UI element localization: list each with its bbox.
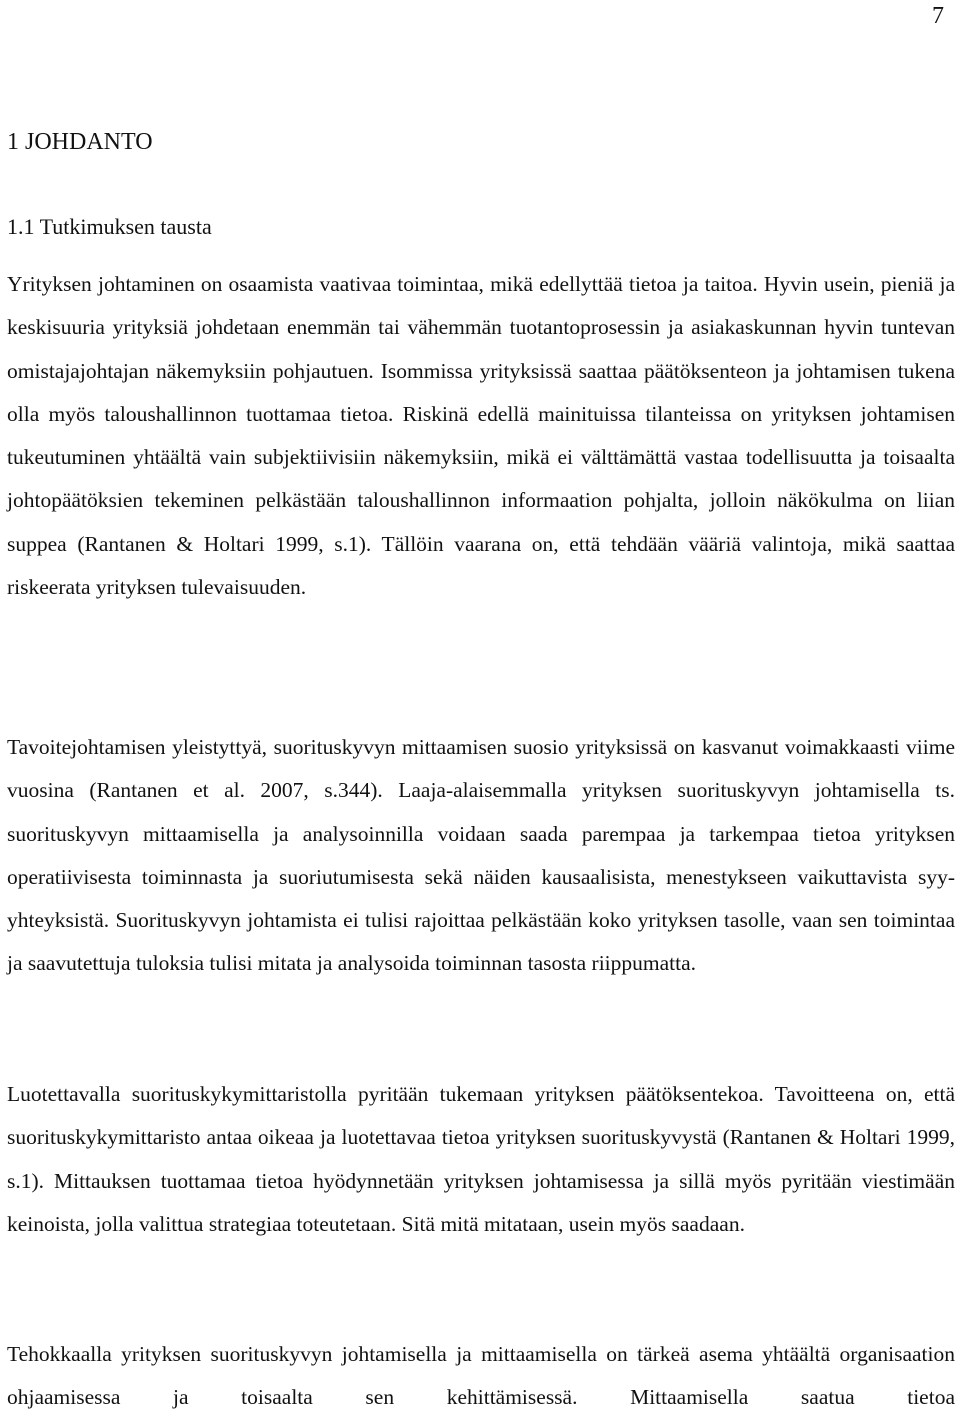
body-paragraph-2: Tavoitejohtamisen yleistyttyä, suorituskyvyn mittaamisen suosio yrityksissä on kasvanut voimakkaasti viime vuosina (Rantanen et al. 2007, s.344). Laaja-alaisemmalla yrityksen suorituskyvyn johtamisella ts. suorituskyvyn mittaamisella ja analysoinnilla voidaan saada parempaa ja tarkempaa tietoa yrityksen operatiivisesta toiminnasta ja suoriutumisesta sekä näiden kausaalisista, menestykseen vaikuttavista syy-yhteyksistä. Suorituskyvyn johtamista ei tulisi rajoittaa pelkästään koko yrityksen tasolle, vaan sen toimintaa ja saavutettuja tuloksia tulisi mitata ja analysoida toiminnan tasosta riippumatta. [7, 735, 955, 976]
page-number: 7 [932, 3, 944, 29]
section-heading: 1.1 Tutkimuksen tausta [7, 214, 212, 239]
body-paragraph-3: Luotettavalla suorituskykymittaristolla pyritään tukemaan yrityksen päätöksentekoa. Tavoitteena on, että suorituskykymittaristo antaa oikeaa ja luotettavaa tietoa yrityksen suorituskyvystä (Rantanen & Holtari 1999, s.1). Mittauksen tuottamaa tietoa hyödynnetään yrityksen johtamisessa ja sillä myös pyritään viestimään keinoista, jolla valittua strategiaa toteutetaan. Sitä mitä mitataan, usein myös saadaan. [7, 1082, 955, 1236]
chapter-heading: 1 JOHDANTO [7, 129, 153, 155]
body-paragraph-4: Tehokkaalla yrityksen suorituskyvyn johtamisella ja mittaamisella on tärkeä asema yhtäältä organisaation ohjaamisessa ja toisaalta sen kehittämisessä. Mittaamisella saatua tietoa [7, 1342, 955, 1410]
body-paragraph-1: Yrityksen johtaminen on osaamista vaativaa toimintaa, mikä edellyttää tietoa ja taitoa. Hyvin usein, pieniä ja keskisuuria yrityksiä johdetaan enemmän tai vähemmän tuotantoprosessin ja asiakaskunnan hyvin tuntevan omistajajohtajan näkemyksiin pohjautuen. Isommissa yrityksissä saattaa päätöksenteon ja johtamisen tukena olla myös taloushallinnon tuottamaa tietoa. Riskinä edellä mainituissa tilanteissa on yrityksen johtamisen tukeutuminen yhtäältä vain subjektiivisiin näkemyksiin, mikä ei välttämättä vastaa todellisuutta ja toisaalta johtopäätöksien tekeminen pelkästään taloushallinnon informaation pohjalta, jolloin näkökulma on liian suppea (Rantanen & Holtari 1999, s.1). Tällöin vaarana on, että tehdään vääriä valintoja, mikä saattaa riskeerata yrityksen tulevaisuuden. [7, 272, 955, 600]
